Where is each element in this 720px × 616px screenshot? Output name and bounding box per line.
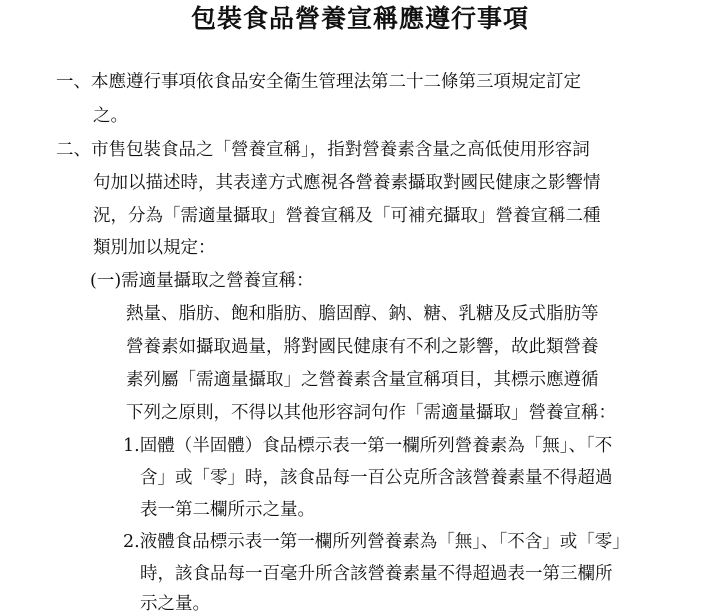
subclause-heading: (一)需適量攝取之營養宣稱：	[90, 271, 314, 291]
clause-1-line-1: 一、本應遵行事項依食品安全衛生管理法第二十二條第三項規定訂定	[56, 72, 581, 92]
item-1-line-1: 1.固體（半固體）食品標示表一第一欄所列營養素為「無」、「不	[123, 436, 613, 456]
item-2-line-2: 時，該食品每一百毫升所含該營養素量不得超過表一第三欄所	[140, 564, 613, 584]
subclause-para-line-2: 營養素如攝取過量，將對國民健康有不利之影響，故此類營養	[126, 337, 599, 357]
item-1-line-2: 含」或「零」時，該食品每一百公克所含該營養素量不得超過	[140, 468, 613, 488]
clause-2-line-3: 況，分為「需適量攝取」營養宣稱及「可補充攝取」營養宣稱二種	[93, 206, 601, 226]
clause-2-line-2: 句加以描述時，其表達方式應視各營養素攝取對國民健康之影響情	[93, 173, 601, 193]
subclause-para-line-4: 下列之原則，不得以其他形容詞句作「需適量攝取」營養宣稱：	[126, 403, 616, 423]
clause-2-line-1: 二、市售包裝食品之「營養宣稱」，指對營養素含量之高低使用形容詞	[56, 140, 590, 160]
subclause-para-line-1: 熱量、脂肪、飽和脂肪、膽固醇、鈉、糖、乳糖及反式脂肪等	[126, 304, 599, 324]
clause-2-line-4: 類別加以規定：	[93, 238, 216, 258]
item-2-line-1: 2.液體食品標示表一第一欄所列營養素為「無」、「不含」或「零」	[123, 532, 630, 552]
clause-1-line-2: 之。	[93, 106, 128, 126]
item-2-line-3: 示之量。	[140, 594, 210, 614]
document-title: 包裝食品營養宣稱應遵行事項	[190, 4, 529, 33]
subclause-para-line-3: 素列屬「需適量攝取」之營養素含量宣稱項目，其標示應遵循	[126, 370, 599, 390]
item-1-line-3: 表一第二欄所示之量。	[140, 500, 315, 520]
